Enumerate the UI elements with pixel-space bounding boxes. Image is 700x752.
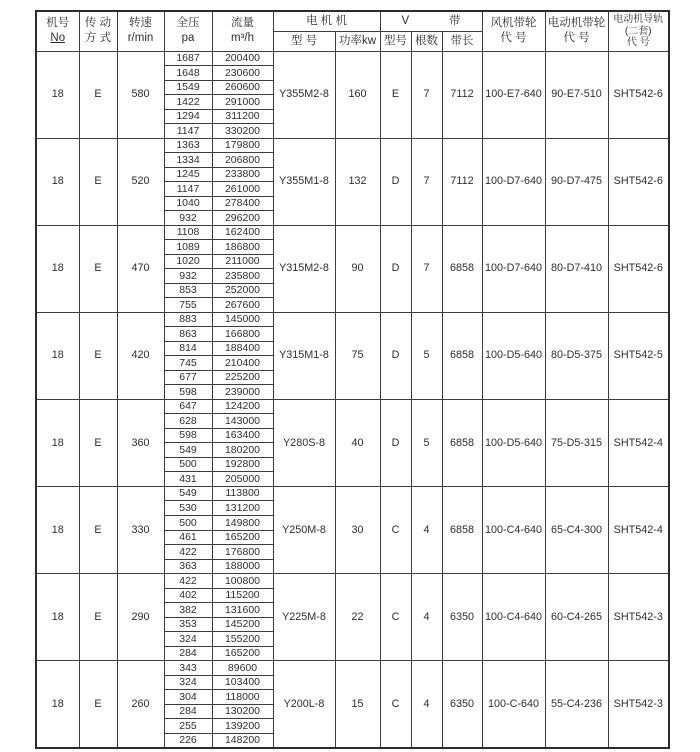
cell-fan-pulley: 100-E7-640 <box>482 51 545 138</box>
cell-flow: 166800 <box>212 327 273 342</box>
col-header-speed-unit: r/min <box>127 32 154 45</box>
cell-pressure: 500 <box>164 516 212 531</box>
col-header-flow <box>212 11 273 51</box>
cell-pressure: 814 <box>164 341 212 356</box>
header-row-1 <box>36 11 669 31</box>
cell-belt-length: 6350 <box>442 661 482 748</box>
col-header-fan-pulley-label: 风机带轮 <box>490 17 537 30</box>
cell-flow: 296200 <box>212 211 273 226</box>
cell-pressure: 598 <box>164 428 212 443</box>
cell-belt-count: 4 <box>411 486 442 573</box>
table-row <box>36 312 669 327</box>
cell-flow: 200400 <box>212 51 273 66</box>
cell-motor-model: Y225M-8 <box>273 574 335 661</box>
cell-flow: 278400 <box>212 196 273 211</box>
cell-flow: 143000 <box>212 414 273 429</box>
col-header-motor-pulley <box>545 11 608 51</box>
table-row <box>36 399 669 414</box>
col-header-machine-no-unit: No <box>50 32 66 45</box>
cell-flow: 252000 <box>212 283 273 298</box>
cell-flow: 206800 <box>212 153 273 168</box>
cell-pressure: 628 <box>164 414 212 429</box>
col-header-pressure-unit: pa <box>181 32 195 45</box>
col-header-speed <box>117 11 164 51</box>
table-row <box>36 486 669 501</box>
cell-pressure: 1294 <box>164 109 212 124</box>
cell-pressure: 226 <box>164 733 212 748</box>
col-header-machine-no <box>36 11 79 51</box>
cell-flow: 176800 <box>212 545 273 560</box>
cell-flow: 311200 <box>212 109 273 124</box>
cell-pressure: 324 <box>164 632 212 647</box>
cell-pressure: 255 <box>164 719 212 734</box>
cell-motor-power: 160 <box>335 51 380 138</box>
cell-pressure: 1687 <box>164 51 212 66</box>
cell-belt-model: C <box>380 574 411 661</box>
cell-motor-pulley: 55-C4-236 <box>545 661 608 748</box>
cell-flow: 89600 <box>212 661 273 676</box>
cell-belt-model: D <box>380 225 411 312</box>
cell-flow: 267600 <box>212 298 273 313</box>
cell-pressure: 1549 <box>164 80 212 95</box>
cell-pressure: 353 <box>164 617 212 632</box>
cell-flow: 261000 <box>212 182 273 197</box>
cell-pressure: 745 <box>164 356 212 371</box>
cell-flow: 188400 <box>212 341 273 356</box>
cell-flow: 230600 <box>212 66 273 81</box>
cell-flow: 165200 <box>212 646 273 661</box>
col-header-motor-pulley-label: 电动机带轮 <box>547 17 606 30</box>
cell-motor-model: Y200L-8 <box>273 661 335 748</box>
cell-flow: 165200 <box>212 530 273 545</box>
cell-motor-model: Y355M1-8 <box>273 138 335 225</box>
cell-speed: 260 <box>117 661 164 748</box>
cell-speed: 330 <box>117 486 164 573</box>
cell-fan-pulley: 100-D7-640 <box>482 225 545 312</box>
col-header-belt-count: 根数 <box>411 31 442 51</box>
cell-motor-pulley: 90-E7-510 <box>545 51 608 138</box>
cell-pressure: 863 <box>164 327 212 342</box>
cell-speed: 290 <box>117 574 164 661</box>
table-row <box>36 661 669 676</box>
cell-flow: 205000 <box>212 472 273 487</box>
cell-rail-code: SHT542-6 <box>608 225 669 312</box>
cell-pressure: 1245 <box>164 167 212 182</box>
cell-belt-count: 5 <box>411 399 442 486</box>
cell-drive-mode: E <box>79 312 117 399</box>
cell-flow: 145000 <box>212 312 273 327</box>
cell-flow: 130200 <box>212 704 273 719</box>
cell-motor-power: 90 <box>335 225 380 312</box>
col-header-rail-label3: 代 号 <box>626 36 650 48</box>
cell-pressure: 853 <box>164 283 212 298</box>
cell-fan-pulley: 100-C4-640 <box>482 574 545 661</box>
cell-flow: 145200 <box>212 617 273 632</box>
cell-flow: 233800 <box>212 167 273 182</box>
cell-pressure: 431 <box>164 472 212 487</box>
cell-flow: 162400 <box>212 225 273 240</box>
table-row <box>36 51 669 66</box>
col-header-drive-label2: 方 式 <box>84 32 112 45</box>
cell-flow: 124200 <box>212 399 273 414</box>
cell-rail-code: SHT542-4 <box>608 399 669 486</box>
cell-flow: 330200 <box>212 124 273 139</box>
cell-motor-pulley: 90-D7-475 <box>545 138 608 225</box>
cell-pressure: 549 <box>164 443 212 458</box>
col-header-motor-power: 功率kw <box>335 31 380 51</box>
cell-flow: 155200 <box>212 632 273 647</box>
cell-motor-pulley: 80-D7-410 <box>545 225 608 312</box>
cell-belt-length: 6350 <box>442 574 482 661</box>
cell-pressure: 343 <box>164 661 212 676</box>
cell-motor-pulley: 65-C4-300 <box>545 486 608 573</box>
col-header-machine-no-label: 机号 <box>46 17 70 30</box>
cell-pressure: 284 <box>164 704 212 719</box>
cell-motor-model: Y315M2-8 <box>273 225 335 312</box>
cell-drive-mode: E <box>79 574 117 661</box>
cell-pressure: 1334 <box>164 153 212 168</box>
cell-motor-model: Y280S-8 <box>273 399 335 486</box>
cell-pressure: 382 <box>164 603 212 618</box>
cell-flow: 225200 <box>212 370 273 385</box>
cell-flow: 139200 <box>212 719 273 734</box>
cell-pressure: 324 <box>164 675 212 690</box>
cell-pressure: 932 <box>164 211 212 226</box>
cell-speed: 360 <box>117 399 164 486</box>
cell-rail-code: SHT542-3 <box>608 574 669 661</box>
cell-rail-code: SHT542-6 <box>608 138 669 225</box>
cell-belt-count: 4 <box>411 661 442 748</box>
cell-machine-no: 18 <box>36 399 79 486</box>
cell-pressure: 1363 <box>164 138 212 153</box>
col-header-motor-group: 电 机 机 <box>273 11 380 31</box>
cell-belt-length: 7112 <box>442 51 482 138</box>
cell-pressure: 677 <box>164 370 212 385</box>
cell-fan-pulley: 100-C4-640 <box>482 486 545 573</box>
cell-flow: 115200 <box>212 588 273 603</box>
col-header-drive-label: 传 动 <box>84 17 112 30</box>
cell-motor-pulley: 80-D5-375 <box>545 312 608 399</box>
cell-pressure: 647 <box>164 399 212 414</box>
cell-flow: 211000 <box>212 254 273 269</box>
cell-flow: 291000 <box>212 95 273 110</box>
cell-speed: 520 <box>117 138 164 225</box>
cell-rail-code: SHT542-6 <box>608 51 669 138</box>
cell-pressure: 461 <box>164 530 212 545</box>
cell-drive-mode: E <box>79 51 117 138</box>
cell-flow: 260600 <box>212 80 273 95</box>
cell-pressure: 422 <box>164 545 212 560</box>
cell-belt-model: D <box>380 312 411 399</box>
cell-speed: 580 <box>117 51 164 138</box>
cell-belt-count: 5 <box>411 312 442 399</box>
cell-drive-mode: E <box>79 661 117 748</box>
cell-fan-pulley: 100-D7-640 <box>482 138 545 225</box>
cell-flow: 131600 <box>212 603 273 618</box>
cell-pressure: 755 <box>164 298 212 313</box>
cell-pressure: 883 <box>164 312 212 327</box>
cell-speed: 420 <box>117 312 164 399</box>
col-header-belt-model: 型号 <box>380 31 411 51</box>
cell-pressure: 304 <box>164 690 212 705</box>
cell-belt-count: 7 <box>411 138 442 225</box>
cell-belt-length: 6858 <box>442 399 482 486</box>
cell-belt-length: 6858 <box>442 486 482 573</box>
table-row <box>36 574 669 589</box>
cell-flow: 192800 <box>212 457 273 472</box>
cell-belt-model: D <box>380 138 411 225</box>
cell-motor-pulley: 60-C4-265 <box>545 574 608 661</box>
cell-motor-power: 30 <box>335 486 380 573</box>
col-header-speed-label: 转速 <box>129 17 152 30</box>
table-body <box>36 51 669 748</box>
cell-belt-length: 6858 <box>442 225 482 312</box>
cell-motor-model: Y315M1-8 <box>273 312 335 399</box>
cell-motor-model: Y250M-8 <box>273 486 335 573</box>
cell-flow: 131200 <box>212 501 273 516</box>
cell-drive-mode: E <box>79 225 117 312</box>
table-row <box>36 138 669 153</box>
cell-flow: 103400 <box>212 675 273 690</box>
cell-machine-no: 18 <box>36 51 79 138</box>
cell-pressure: 549 <box>164 486 212 501</box>
cell-pressure: 1147 <box>164 124 212 139</box>
col-header-fan-pulley <box>482 11 545 51</box>
cell-motor-power: 75 <box>335 312 380 399</box>
cell-pressure: 1040 <box>164 196 212 211</box>
cell-belt-count: 4 <box>411 574 442 661</box>
cell-pressure: 1648 <box>164 66 212 81</box>
cell-flow: 186800 <box>212 240 273 255</box>
cell-flow: 163400 <box>212 428 273 443</box>
cell-belt-model: E <box>380 51 411 138</box>
col-header-vbelt-group <box>380 11 482 31</box>
cell-pressure: 530 <box>164 501 212 516</box>
cell-belt-length: 6858 <box>442 312 482 399</box>
cell-flow: 118000 <box>212 690 273 705</box>
cell-speed: 470 <box>117 225 164 312</box>
cell-motor-pulley: 75-D5-315 <box>545 399 608 486</box>
cell-flow: 188000 <box>212 559 273 574</box>
cell-belt-length: 7112 <box>442 138 482 225</box>
cell-pressure: 932 <box>164 269 212 284</box>
cell-pressure: 598 <box>164 385 212 400</box>
cell-machine-no: 18 <box>36 138 79 225</box>
cell-flow: 100800 <box>212 574 273 589</box>
table-row <box>36 225 669 240</box>
cell-rail-code: SHT542-4 <box>608 486 669 573</box>
col-header-rail-label2: (二套) <box>624 25 652 37</box>
fan-motor-spec-table <box>35 10 670 749</box>
cell-pressure: 402 <box>164 588 212 603</box>
cell-flow: 239000 <box>212 385 273 400</box>
col-header-flow-unit: m³/h <box>231 32 254 45</box>
col-header-vbelt-v: V <box>401 14 410 27</box>
cell-pressure: 1020 <box>164 254 212 269</box>
cell-pressure: 1147 <box>164 182 212 197</box>
cell-drive-mode: E <box>79 486 117 573</box>
cell-pressure: 1422 <box>164 95 212 110</box>
col-header-pressure-label: 全压 <box>176 17 200 30</box>
col-header-rail-label: 电动机导轨 <box>613 14 664 26</box>
cell-rail-code: SHT542-3 <box>608 661 669 748</box>
col-header-motor-pulley-label2: 代 号 <box>563 32 590 45</box>
cell-flow: 180200 <box>212 443 273 458</box>
col-header-vbelt-belt: 带 <box>449 14 461 27</box>
cell-motor-model: Y355M2-8 <box>273 51 335 138</box>
spec-sheet <box>35 10 670 749</box>
cell-machine-no: 18 <box>36 661 79 748</box>
cell-belt-count: 7 <box>411 51 442 138</box>
cell-drive-mode: E <box>79 138 117 225</box>
col-header-drive <box>79 11 117 51</box>
table-header <box>36 11 669 51</box>
cell-flow: 148200 <box>212 733 273 748</box>
cell-flow: 113800 <box>212 486 273 501</box>
cell-machine-no: 18 <box>36 486 79 573</box>
cell-flow: 210400 <box>212 356 273 371</box>
cell-pressure: 422 <box>164 574 212 589</box>
cell-flow: 235800 <box>212 269 273 284</box>
cell-belt-model: D <box>380 399 411 486</box>
cell-pressure: 284 <box>164 646 212 661</box>
cell-motor-power: 15 <box>335 661 380 748</box>
cell-fan-pulley: 100-C-640 <box>482 661 545 748</box>
cell-flow: 149800 <box>212 516 273 531</box>
col-header-pressure <box>164 11 212 51</box>
cell-motor-power: 132 <box>335 138 380 225</box>
cell-motor-power: 22 <box>335 574 380 661</box>
col-header-belt-length: 带长 <box>442 31 482 51</box>
cell-machine-no: 18 <box>36 225 79 312</box>
cell-rail-code: SHT542-5 <box>608 312 669 399</box>
cell-belt-count: 7 <box>411 225 442 312</box>
cell-flow: 179800 <box>212 138 273 153</box>
col-header-flow-label: 流量 <box>231 17 254 30</box>
cell-belt-model: C <box>380 486 411 573</box>
cell-machine-no: 18 <box>36 312 79 399</box>
col-header-rail <box>608 11 669 51</box>
cell-pressure: 363 <box>164 559 212 574</box>
cell-motor-power: 40 <box>335 399 380 486</box>
cell-belt-model: C <box>380 661 411 748</box>
cell-fan-pulley: 100-D5-640 <box>482 399 545 486</box>
col-header-fan-pulley-label2: 代 号 <box>500 32 527 45</box>
cell-pressure: 1089 <box>164 240 212 255</box>
cell-machine-no: 18 <box>36 574 79 661</box>
cell-pressure: 500 <box>164 457 212 472</box>
cell-drive-mode: E <box>79 399 117 486</box>
cell-fan-pulley: 100-D5-640 <box>482 312 545 399</box>
col-header-motor-model: 型 号 <box>273 31 335 51</box>
cell-pressure: 1108 <box>164 225 212 240</box>
